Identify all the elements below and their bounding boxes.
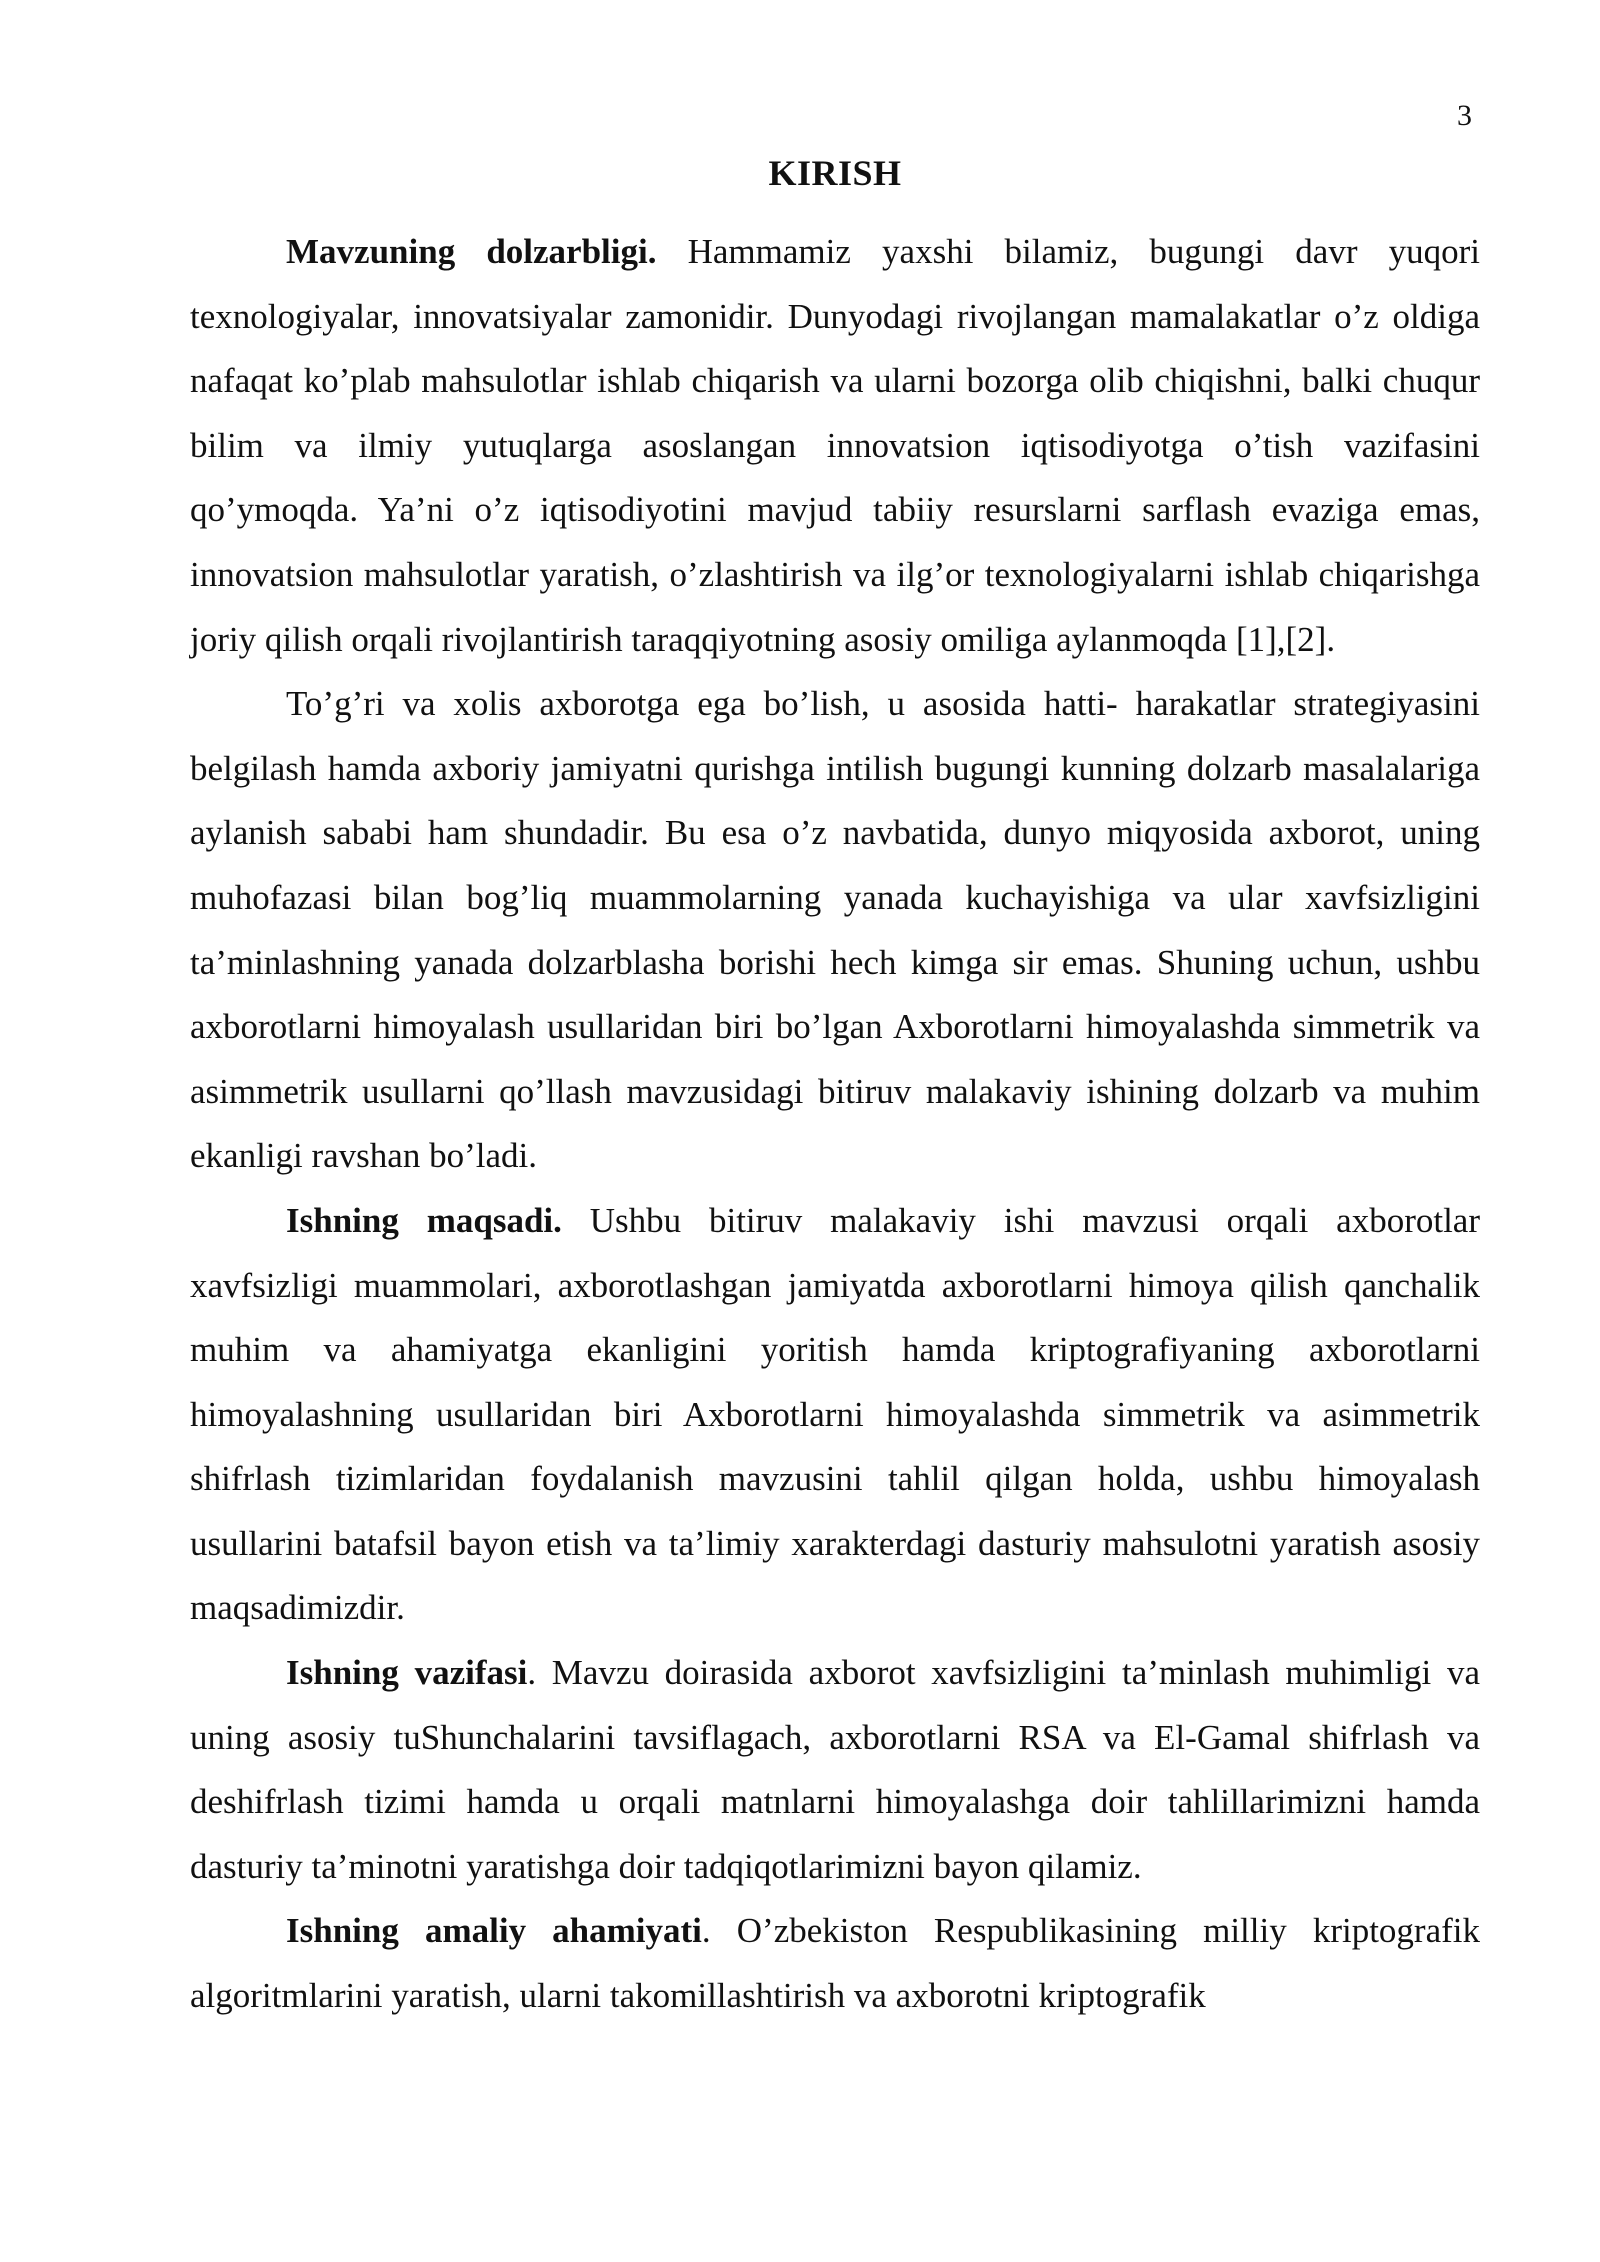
paragraph-lead: Ishning maqsadi. — [286, 1200, 562, 1240]
paragraph-lead: Mavzuning dolzarbligi. — [286, 232, 657, 271]
paragraph-tasks — [190, 1641, 1480, 1899]
paragraph-lead: Ishning amaliy ahamiyati — [286, 1911, 702, 1951]
paragraph-text: . O’zbekiston Respublikasining milliy kriptografik algoritmlarini yaratish, ularni takomillashtirish va axborotni kriptografik — [190, 1911, 1480, 2016]
paragraph-text: Hammamiz yaxshi bilamiz, bugungi davr yuqori texnologiyalar, innovatsiyalar zamonidir. Dunyodagi rivojlangan mamalakatlar o’z oldiga nafaqat ko’plab mahsulotlar ishlab chiqarish va ularni bozorga olib chiqishni, balki chuqur bilim va ilmiy yutuqlarga asoslangan innovatsion iqtisodiyotga o’tish vazifasini qo’ymoqda. Ya’ni o’z iqtisodiyotini mavjud tabiiy resurslarni sarflash evaziga emas, innovatsion mahsulotlar yaratish, o’zlashtirish va ilg’or texnologiyalarni ishlab chiqarishga joriy qilish orqali rivojlantirish taraqqiyotning asosiy omiliga aylanmoqda [1],[2]. — [190, 232, 1480, 659]
paragraph-text: . Mavzu doirasida axborot xavfsizligini ta’minlash muhimligi va uning asosiy tuShunchalarini tavsiflagach, axborotlarni RSA va El-Gamal shifrlash va deshifrlash tizimi hamda u orqali matnlarni himoyalashga doir tahlillarimizni hamda dasturiy ta’minotni yaratishga doir tadqiqotlarimizni bayon qilamiz. — [190, 1653, 1480, 1886]
paragraph-information — [190, 672, 1480, 1189]
page-content — [190, 148, 1480, 2029]
paragraph-practical-value — [190, 1899, 1480, 2028]
paragraph-text: To’g’ri va xolis axborotga ega bo’lish, u asosida hatti- harakatlar strategiyasini belgilash hamda axboriy jamiyatni qurishga intilish bugungi kunning dolzarb masalalariga aylanish sababi ham shundadir. Bu esa o’z navbatida, dunyo miqyosida axborot, uning muhofazasi bilan bog’liq muammolarning yanada kuchayishiga va ular xavfsizligini ta’minlashning yanada dolzarblasha borishi hech kimga sir emas. Shuning uchun, ushbu axborotlarni himoyalash usullaridan biri bo’lgan Axborotlarni himoyalashda simmetrik va asimmetrik usullarni qo’llash mavzusidagi bitiruv malakaviy ishining dolzarb va muhim ekanligi ravshan bo’ladi. — [190, 684, 1480, 1176]
paragraph-relevance — [190, 220, 1480, 672]
page-number: 3 — [1457, 99, 1472, 132]
paragraph-lead: Ishning vazifasi — [286, 1653, 528, 1693]
paragraph-text: Ushbu bitiruv malakaviy ishi mavzusi orqali axborotlar xavfsizligi muammolari, axborotlashgan jamiyatda axborotlarni himoya qilish qanchalik muhim va ahamiyatga ekanligini yoritish hamda kriptografiyaning axborotlarni himoyalashning usullaridan biri Axborotlarni himoyalashda simmetrik va asimmetrik shifrlash tizimlaridan foydalanish mavzusini tahlil qilgan holda, ushbu himoyalash usullarini batafsil bayon etish va ta’limiy xarakterdagi dasturiy mahsulotni yaratish asosiy maqsadimizdir. — [190, 1200, 1480, 1628]
section-title: KIRISH — [768, 153, 902, 193]
paragraph-goal — [190, 1189, 1480, 1641]
